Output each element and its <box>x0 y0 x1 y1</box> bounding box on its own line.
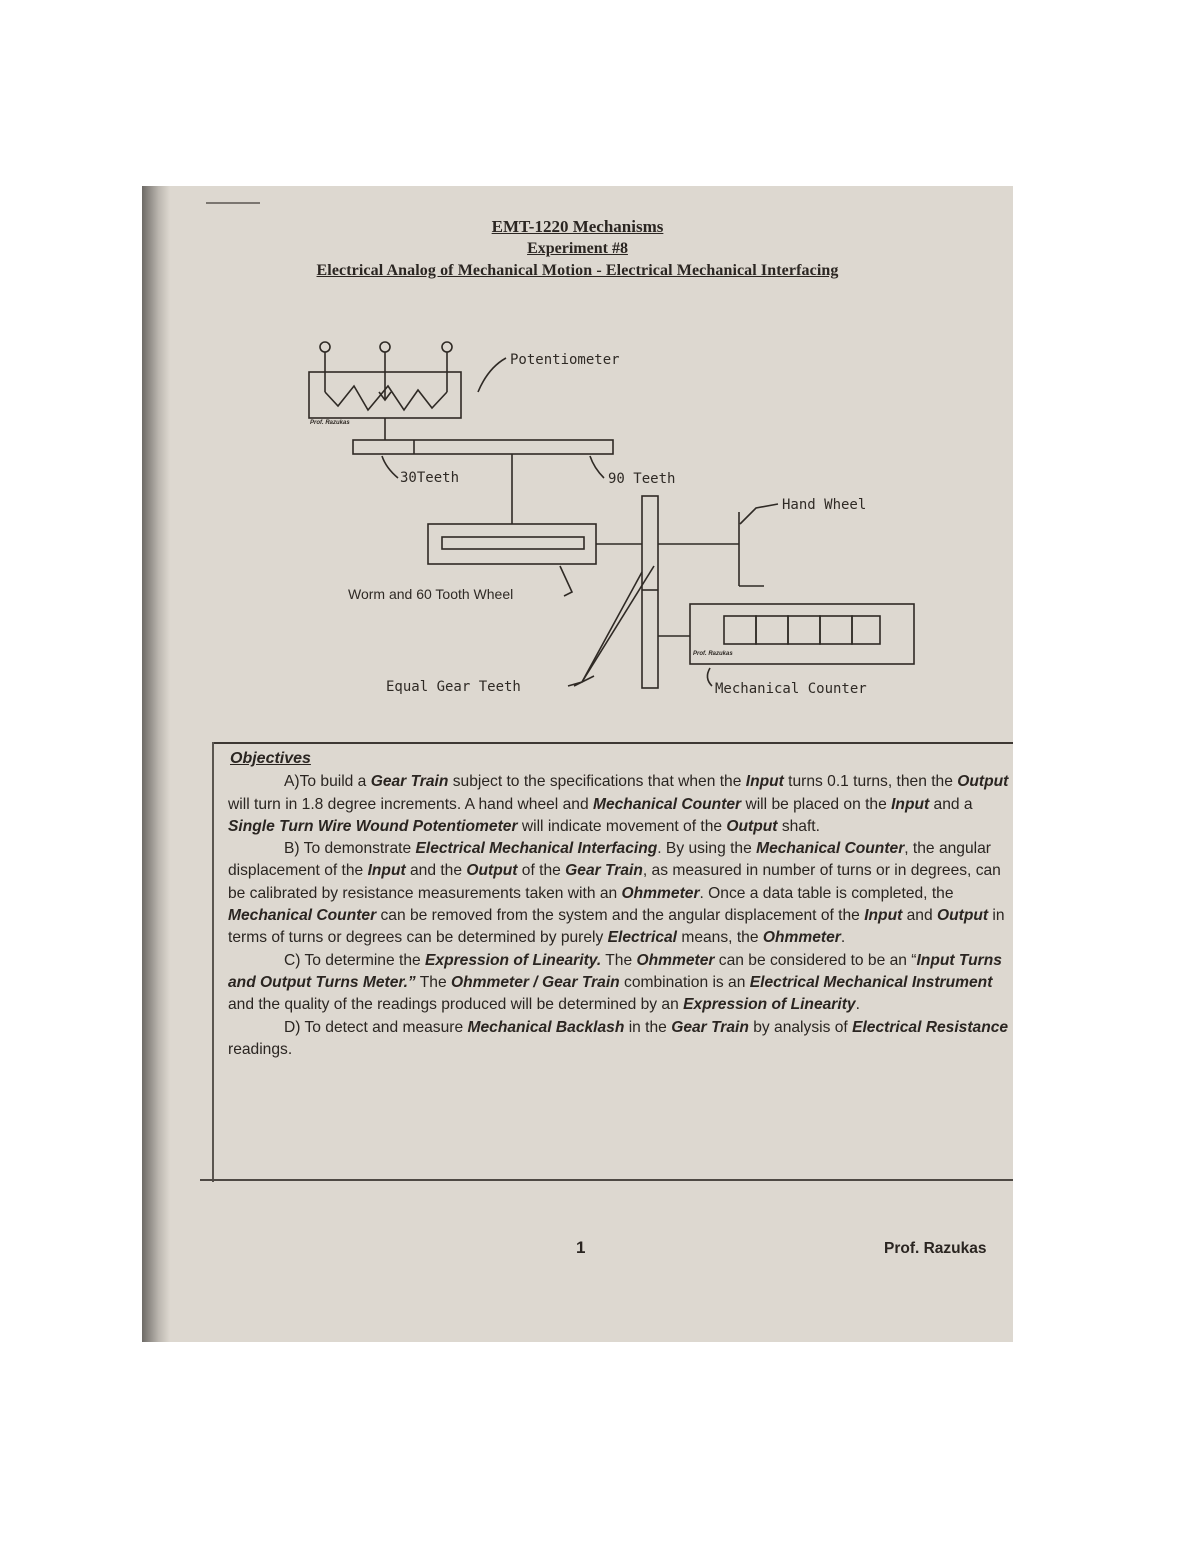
objective-a: A)To build a Gear Train subject to the specifications that when the Input turns 0.1 turns, then the Output will turn in 1.8 degree increments. A hand wheel and Mechanical Counter will be placed on the Input and a Single Turn Wire Wound Potentiometer will indicate movement of the Output shaft. <box>228 773 1009 835</box>
objective-b: B) To demonstrate Electrical Mechanical Interfacing. By using the Mechanical Counter, the angular displacement of the Input and the Output of the Gear Train, as measured in number of turns or in degrees, can be calibrated by resistance measurements taken with an Ohmmeter. Once a data table is completed, the Mechanical Counter can be removed from the system and the angular displacement of the Input and Output in terms of turns or degrees can be determined by purely Electrical means, the Ohmmeter. <box>228 840 1005 947</box>
equal-gear-bar <box>642 496 658 688</box>
worm-inner <box>442 537 584 549</box>
label-hand-wheel: Hand Wheel <box>782 497 867 513</box>
counter-digit-5 <box>852 616 880 644</box>
label-worm-wheel: Worm and 60 Tooth Wheel <box>348 586 514 602</box>
spur-gear-bar <box>353 440 613 454</box>
objectives-heading: Objectives <box>230 750 311 767</box>
terminal-2 <box>380 342 390 352</box>
author-name: Prof. Razukas <box>884 1240 987 1257</box>
course-title: EMT-1220 Mechanisms <box>491 217 664 236</box>
page-number: 1 <box>576 1238 586 1257</box>
experiment-title: Electrical Analog of Mechanical Motion - Electrical Mechanical Interfacing <box>316 262 839 279</box>
label-90-teeth: 90 Teeth <box>608 471 676 487</box>
scanned-page <box>142 186 1013 1342</box>
terminal-1 <box>320 342 330 352</box>
counter-digit-2 <box>756 616 788 644</box>
terminal-3 <box>442 342 452 352</box>
label-30-teeth: 30Teeth <box>400 470 460 486</box>
objective-d: D) To detect and measure Mechanical Backlash in the Gear Train by analysis of Electrical Resistance readings. <box>228 1018 1009 1058</box>
objectives-section <box>214 748 1013 1061</box>
counter-digit-1 <box>724 616 756 644</box>
counter-digit-4 <box>820 616 852 644</box>
gear-train-diagram <box>142 186 1013 746</box>
label-equal-gear: Equal Gear Teeth <box>386 679 521 695</box>
objectives-top-rule <box>212 742 1013 744</box>
counter-digit-3 <box>788 616 820 644</box>
experiment-number: Experiment #8 <box>527 240 628 257</box>
stamp-counter: Prof. Razukas <box>693 651 733 657</box>
label-potentiometer: Potentiometer <box>510 352 620 368</box>
stamp-potentiometer: Prof. Razukas <box>310 420 350 426</box>
objective-c: C) To determine the Expression of Linearity. The Ohmmeter can be considered to be an “Input Turns and Output Turns Meter.” The Ohmmeter / Gear Train combination is an Electrical Mechanical Instrument and the quality of the readings produced will be determined by an Expression of Linearity. <box>228 951 1002 1014</box>
label-mechanical-counter: Mechanical Counter <box>715 681 867 697</box>
objectives-bottom-rule <box>200 1179 1013 1181</box>
worm-box <box>428 524 596 564</box>
